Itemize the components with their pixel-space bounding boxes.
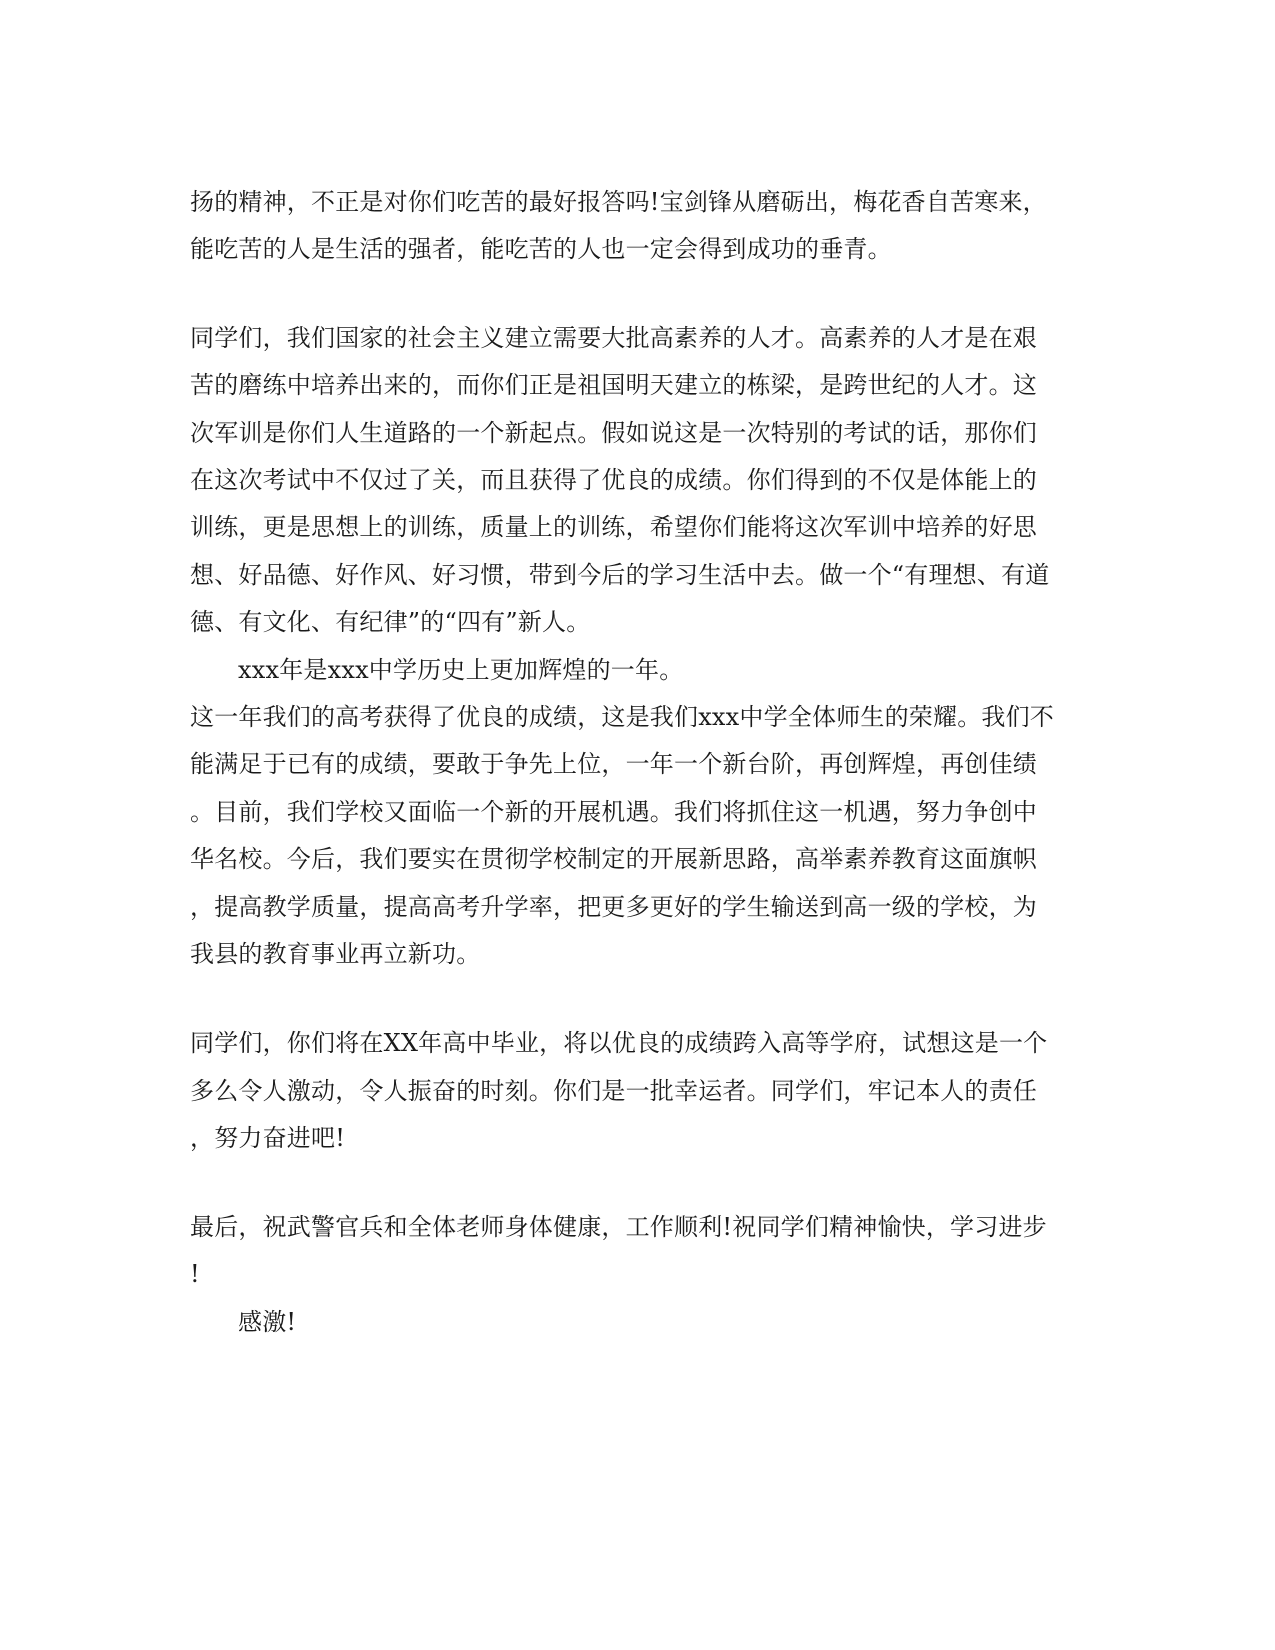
text-line: xxx年是xxx中学历史上更加辉煌的一年。 (238, 656, 684, 684)
text-line: 最后，祝武警官兵和全体老师身体健康，工作顺利!祝同学们精神愉快，学习进步 (190, 1213, 1047, 1241)
text-line: 感激! (238, 1308, 297, 1336)
text-line: 苦的磨练中培养出来的，而你们正是祖国明天建立的栋梁，是跨世纪的人才。这 (190, 371, 1037, 399)
text-line: 训练，更是思想上的训练，质量上的训练，希望你们能将这次军训中培养的好思 (190, 513, 1037, 541)
text-line: 能满足于已有的成绩，要敢于争先上位，一年一个新台阶，再创辉煌，再创佳绩 (190, 750, 1037, 778)
text-line: 在这次考试中不仅过了关，而且获得了优良的成绩。你们得到的不仅是体能上的 (190, 466, 1037, 494)
text-line: 华名校。今后，我们要实在贯彻学校制定的开展新思路，高举素养教育这面旗帜 (190, 845, 1037, 873)
text-line: 我县的教育事业再立新功。 (190, 940, 481, 968)
text-line: 。目前，我们学校又面临一个新的开展机遇。我们将抓住这一机遇，努力争创中 (190, 798, 1037, 826)
text-line: 想、好品德、好作风、好习惯，带到今后的学习生活中去。做一个“有理想、有道 (190, 561, 1050, 589)
text-line: 同学们，我们国家的社会主义建立需要大批高素养的人才。高素养的人才是在艰 (190, 324, 1037, 352)
text-line: 这一年我们的高考获得了优良的成绩，这是我们xxx中学全体师生的荣耀。我们不 (190, 703, 1055, 731)
text-line: 能吃苦的人是生活的强者，能吃苦的人也一定会得到成功的垂青。 (190, 235, 892, 263)
text-line: ! (190, 1260, 200, 1288)
text-line: 德、有文化、有纪律”的“四有”新人。 (190, 608, 591, 636)
text-line: ，努力奋进吧! (190, 1124, 346, 1152)
text-line: ，提高教学质量，提高高考升学率，把更多更好的学生输送到高一级的学校，为 (190, 893, 1037, 921)
text-line: 同学们，你们将在XX年高中毕业，将以优良的成绩跨入高等学府，试想这是一个 (190, 1029, 1048, 1057)
text-line: 扬的精神，不正是对你们吃苦的最好报答吗!宝剑锋从磨砺出，梅花香自苦寒来， (190, 188, 1047, 216)
text-line: 次军训是你们人生道路的一个新起点。假如说这是一次特别的考试的话，那你们 (190, 419, 1037, 447)
text-line: 多么令人激动，令人振奋的时刻。你们是一批幸运者。同学们，牢记本人的责任 (190, 1077, 1037, 1105)
